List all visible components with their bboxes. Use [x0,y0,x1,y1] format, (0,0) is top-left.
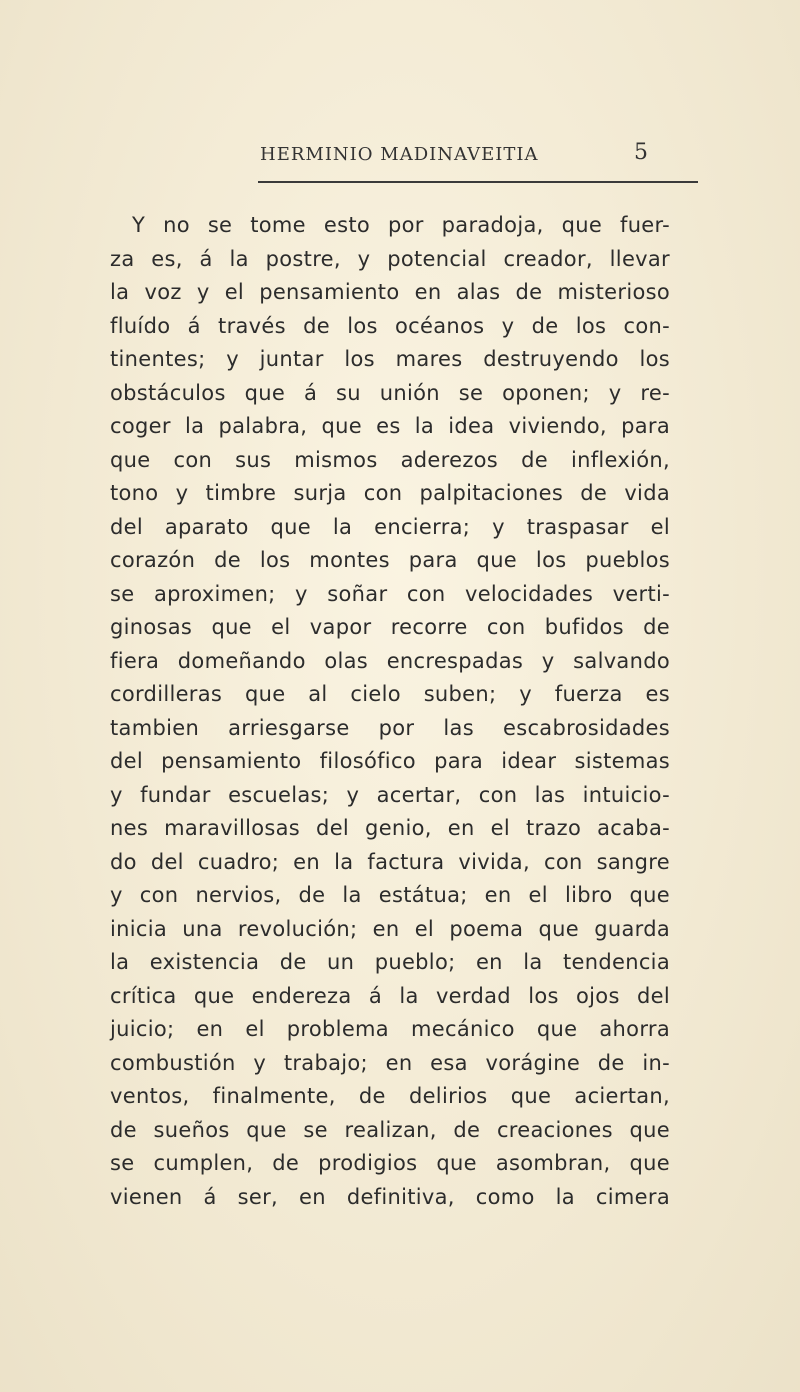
text-line: coger la palabra, que es la idea viviendo, para [110,414,670,438]
text-line: obstáculos que á su unión se oponen; y re- [110,380,670,405]
text-line: y fundar escuelas; y acertar, con las intuicio- [110,782,670,807]
text-line: tambien arriesgarse por las escabrosidades [110,715,670,740]
text-line: se aproximen; y soñar con velocidades verti- [110,581,670,606]
page-number: 5 [634,140,648,165]
text-line: ventos, finalmente, de delirios que aciertan, [110,1084,670,1108]
text-line: la voz y el pensamiento en alas de misterioso [110,280,670,304]
text-line: nes maravillosas del genio, en el trazo acaba- [110,816,670,840]
body-text [110,209,670,1214]
text-line: Y no se tome esto por paradoja, que fuer- [132,213,670,237]
text-line: inicia una revolución; en el poema que guarda [110,916,670,941]
text-line: y con nervios, de la estátua; en el libro que [110,883,670,907]
text-line: fiera domeñando olas encrespadas y salvando [110,648,670,673]
text-line: tono y timbre surja con palpitaciones de vida [110,481,670,505]
text-line: cordilleras que al cielo suben; y fuerza es [110,682,670,706]
text-line: juicio; en el problema mecánico que ahorra [110,1017,670,1041]
text-line: combustión y trabajo; en esa vorágine de in- [110,1050,670,1075]
text-line: que con sus mismos aderezos de inflexión, [110,447,670,472]
text-line: la existencia de un pueblo; en la tendencia [110,950,670,974]
text-line: de sueños que se realizan, de creaciones que [110,1117,670,1142]
text-line: ginosas que el vapor recorre con bufidos de [110,615,670,639]
text-line: tinentes; y juntar los mares destruyendo los [110,347,670,371]
text-line: crítica que endereza á la verdad los ojos del [110,983,670,1008]
running-head: HERMINIO MADINAVEITIA [260,144,539,165]
text-line: do del cuadro; en la factura vivida, con sangre [110,849,670,874]
text-line: vienen á ser, en definitiva, como la cimera [110,1184,670,1209]
text-line: se cumplen, de prodigios que asombran, que [110,1151,670,1175]
text-line: del aparato que la encierra; y traspasar el [110,514,670,539]
text-line: corazón de los montes para que los pueblos [110,548,670,572]
text-line: za es, á la postre, y potencial creador, llevar [110,246,670,271]
page-header [180,140,680,174]
text-line: fluído á través de los océanos y de los con- [110,313,670,338]
header-rule [258,181,698,183]
text-line: del pensamiento filosófico para idear sistemas [110,749,670,773]
